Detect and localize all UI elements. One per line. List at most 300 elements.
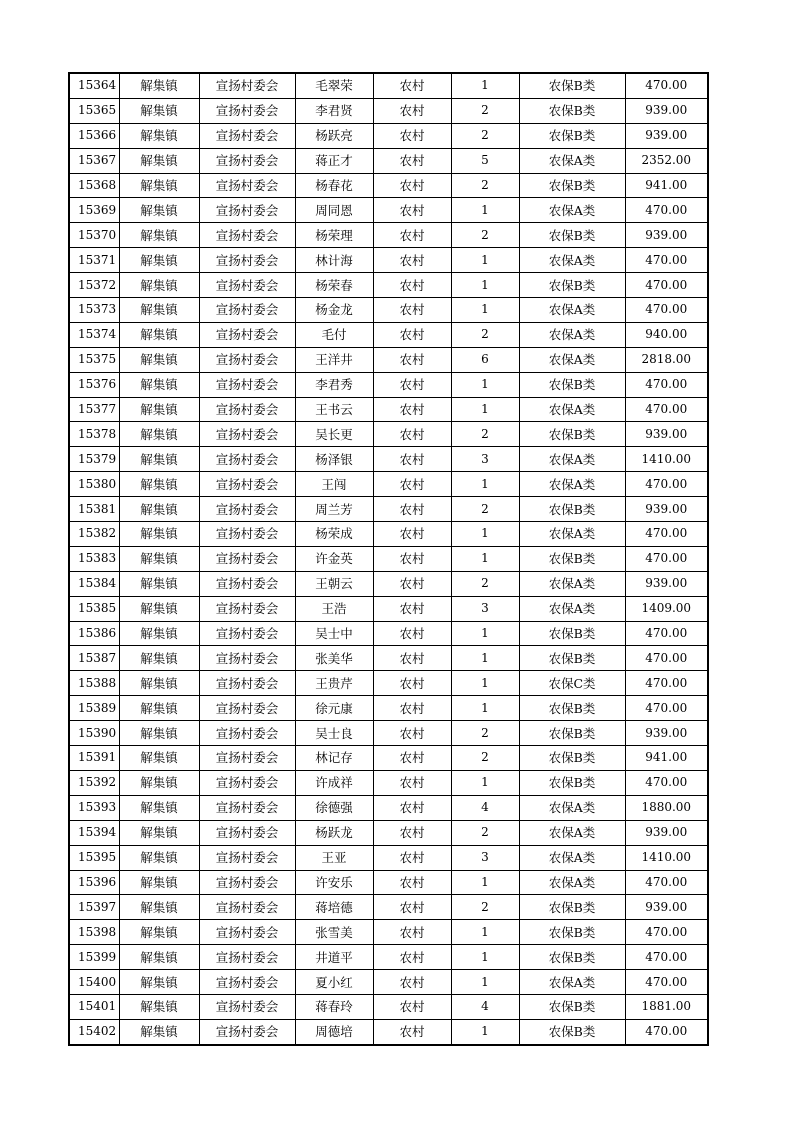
town-cell: 解集镇: [119, 945, 199, 970]
table-row: [69, 322, 708, 347]
town-cell: 解集镇: [119, 422, 199, 447]
town-cell: 解集镇: [119, 870, 199, 895]
village-committee-cell: 宣扬村委会: [199, 322, 295, 347]
town-cell: 解集镇: [119, 522, 199, 547]
name-cell: 毛翠荣: [295, 73, 373, 98]
village-committee-cell: 宣扬村委会: [199, 123, 295, 148]
household-type-cell: 农村: [373, 820, 451, 845]
town-cell: 解集镇: [119, 397, 199, 422]
insurance-category-cell: 农保B类: [519, 546, 625, 571]
insurance-category-cell: 农保B类: [519, 1019, 625, 1044]
name-cell: 李君秀: [295, 372, 373, 397]
person-count-cell: 2: [451, 422, 519, 447]
town-cell: 解集镇: [119, 198, 199, 223]
table-row: [69, 422, 708, 447]
record-id-cell: 15375: [69, 347, 119, 372]
village-committee-cell: 宣扬村委会: [199, 1019, 295, 1044]
person-count-cell: 3: [451, 447, 519, 472]
insurance-category-cell: 农保B类: [519, 422, 625, 447]
amount-cell: 470.00: [625, 298, 708, 323]
name-cell: 许金英: [295, 546, 373, 571]
record-id-cell: 15399: [69, 945, 119, 970]
amount-cell: 470.00: [625, 248, 708, 273]
amount-cell: 939.00: [625, 497, 708, 522]
name-cell: 杨荣春: [295, 273, 373, 298]
name-cell: 王朝云: [295, 571, 373, 596]
town-cell: 解集镇: [119, 372, 199, 397]
person-count-cell: 1: [451, 372, 519, 397]
amount-cell: 470.00: [625, 770, 708, 795]
village-committee-cell: 宣扬村委会: [199, 148, 295, 173]
household-type-cell: 农村: [373, 945, 451, 970]
household-type-cell: 农村: [373, 173, 451, 198]
insurance-category-cell: 农保B类: [519, 497, 625, 522]
household-type-cell: 农村: [373, 596, 451, 621]
record-id-cell: 15391: [69, 746, 119, 771]
insurance-category-cell: 农保B类: [519, 696, 625, 721]
household-type-cell: 农村: [373, 148, 451, 173]
insurance-category-cell: 农保A类: [519, 198, 625, 223]
insurance-category-cell: 农保A类: [519, 970, 625, 995]
name-cell: 周同恩: [295, 198, 373, 223]
name-cell: 王浩: [295, 596, 373, 621]
insurance-category-cell: 农保B类: [519, 920, 625, 945]
village-committee-cell: 宣扬村委会: [199, 970, 295, 995]
person-count-cell: 1: [451, 870, 519, 895]
person-count-cell: 1: [451, 522, 519, 547]
amount-cell: 1410.00: [625, 845, 708, 870]
name-cell: 李君贤: [295, 98, 373, 123]
village-committee-cell: 宣扬村委会: [199, 696, 295, 721]
insurance-category-cell: 农保A类: [519, 397, 625, 422]
record-id-cell: 15372: [69, 273, 119, 298]
table-row: [69, 248, 708, 273]
village-committee-cell: 宣扬村委会: [199, 721, 295, 746]
record-id-cell: 15392: [69, 770, 119, 795]
insurance-category-cell: 农保B类: [519, 721, 625, 746]
person-count-cell: 1: [451, 198, 519, 223]
table-row: [69, 173, 708, 198]
name-cell: 杨荣理: [295, 223, 373, 248]
household-type-cell: 农村: [373, 721, 451, 746]
record-id-cell: 15400: [69, 970, 119, 995]
table-row: [69, 397, 708, 422]
table-row: [69, 920, 708, 945]
person-count-cell: 2: [451, 123, 519, 148]
amount-cell: 470.00: [625, 198, 708, 223]
name-cell: 杨荣成: [295, 522, 373, 547]
name-cell: 徐德强: [295, 795, 373, 820]
record-id-cell: 15394: [69, 820, 119, 845]
amount-cell: 470.00: [625, 472, 708, 497]
insurance-category-cell: 农保C类: [519, 671, 625, 696]
household-type-cell: 农村: [373, 198, 451, 223]
person-count-cell: 4: [451, 795, 519, 820]
person-count-cell: 1: [451, 671, 519, 696]
household-type-cell: 农村: [373, 248, 451, 273]
record-id-cell: 15387: [69, 646, 119, 671]
amount-cell: 470.00: [625, 397, 708, 422]
village-committee-cell: 宣扬村委会: [199, 248, 295, 273]
person-count-cell: 1: [451, 298, 519, 323]
household-type-cell: 农村: [373, 646, 451, 671]
household-type-cell: 农村: [373, 994, 451, 1019]
town-cell: 解集镇: [119, 845, 199, 870]
village-committee-cell: 宣扬村委会: [199, 994, 295, 1019]
amount-cell: 470.00: [625, 970, 708, 995]
name-cell: 杨跃龙: [295, 820, 373, 845]
household-type-cell: 农村: [373, 397, 451, 422]
name-cell: 杨金龙: [295, 298, 373, 323]
table-row: [69, 870, 708, 895]
town-cell: 解集镇: [119, 148, 199, 173]
name-cell: 林记存: [295, 746, 373, 771]
table-row: [69, 347, 708, 372]
table-row: [69, 447, 708, 472]
insurance-category-cell: 农保B类: [519, 73, 625, 98]
table-row: [69, 571, 708, 596]
amount-cell: 470.00: [625, 646, 708, 671]
amount-cell: 939.00: [625, 98, 708, 123]
village-committee-cell: 宣扬村委会: [199, 746, 295, 771]
household-type-cell: 农村: [373, 123, 451, 148]
household-type-cell: 农村: [373, 422, 451, 447]
insurance-category-cell: 农保B类: [519, 123, 625, 148]
name-cell: 徐元康: [295, 696, 373, 721]
household-type-cell: 农村: [373, 73, 451, 98]
name-cell: 林计海: [295, 248, 373, 273]
table-row: [69, 198, 708, 223]
person-count-cell: 1: [451, 73, 519, 98]
amount-cell: 470.00: [625, 372, 708, 397]
person-count-cell: 2: [451, 895, 519, 920]
village-committee-cell: 宣扬村委会: [199, 497, 295, 522]
table-row: [69, 223, 708, 248]
person-count-cell: 2: [451, 820, 519, 845]
household-type-cell: 农村: [373, 696, 451, 721]
insurance-category-cell: 农保A类: [519, 322, 625, 347]
name-cell: 杨跃亮: [295, 123, 373, 148]
record-id-cell: 15365: [69, 98, 119, 123]
household-type-cell: 农村: [373, 322, 451, 347]
household-type-cell: 农村: [373, 447, 451, 472]
insurance-category-cell: 农保B类: [519, 994, 625, 1019]
table-row: [69, 721, 708, 746]
town-cell: 解集镇: [119, 447, 199, 472]
town-cell: 解集镇: [119, 994, 199, 1019]
insurance-category-cell: 农保A类: [519, 248, 625, 273]
village-committee-cell: 宣扬村委会: [199, 472, 295, 497]
town-cell: 解集镇: [119, 721, 199, 746]
household-type-cell: 农村: [373, 895, 451, 920]
person-count-cell: 2: [451, 721, 519, 746]
record-id-cell: 15380: [69, 472, 119, 497]
town-cell: 解集镇: [119, 970, 199, 995]
village-committee-cell: 宣扬村委会: [199, 671, 295, 696]
person-count-cell: 1: [451, 546, 519, 571]
village-committee-cell: 宣扬村委会: [199, 347, 295, 372]
amount-cell: 2818.00: [625, 347, 708, 372]
person-count-cell: 6: [451, 347, 519, 372]
name-cell: 周德培: [295, 1019, 373, 1044]
town-cell: 解集镇: [119, 322, 199, 347]
name-cell: 王亚: [295, 845, 373, 870]
amount-cell: 941.00: [625, 746, 708, 771]
town-cell: 解集镇: [119, 497, 199, 522]
insurance-category-cell: 农保B类: [519, 770, 625, 795]
person-count-cell: 2: [451, 223, 519, 248]
amount-cell: 470.00: [625, 671, 708, 696]
record-id-cell: 15393: [69, 795, 119, 820]
name-cell: 许安乐: [295, 870, 373, 895]
amount-cell: 1880.00: [625, 795, 708, 820]
village-committee-cell: 宣扬村委会: [199, 596, 295, 621]
village-committee-cell: 宣扬村委会: [199, 895, 295, 920]
household-type-cell: 农村: [373, 223, 451, 248]
village-committee-cell: 宣扬村委会: [199, 845, 295, 870]
household-type-cell: 农村: [373, 845, 451, 870]
insurance-category-cell: 农保A类: [519, 571, 625, 596]
record-id-cell: 15385: [69, 596, 119, 621]
name-cell: 毛付: [295, 322, 373, 347]
name-cell: 杨春花: [295, 173, 373, 198]
record-id-cell: 15374: [69, 322, 119, 347]
amount-cell: 1410.00: [625, 447, 708, 472]
table-row: [69, 671, 708, 696]
town-cell: 解集镇: [119, 298, 199, 323]
village-committee-cell: 宣扬村委会: [199, 522, 295, 547]
household-type-cell: 农村: [373, 347, 451, 372]
amount-cell: 939.00: [625, 422, 708, 447]
person-count-cell: 3: [451, 845, 519, 870]
town-cell: 解集镇: [119, 696, 199, 721]
village-committee-cell: 宣扬村委会: [199, 422, 295, 447]
amount-cell: 939.00: [625, 721, 708, 746]
town-cell: 解集镇: [119, 223, 199, 248]
village-committee-cell: 宣扬村委会: [199, 223, 295, 248]
household-type-cell: 农村: [373, 671, 451, 696]
record-id-cell: 15378: [69, 422, 119, 447]
record-id-cell: 15395: [69, 845, 119, 870]
name-cell: 王书云: [295, 397, 373, 422]
person-count-cell: 1: [451, 1019, 519, 1044]
record-id-cell: 15384: [69, 571, 119, 596]
name-cell: 张雪美: [295, 920, 373, 945]
village-committee-cell: 宣扬村委会: [199, 546, 295, 571]
name-cell: 许成祥: [295, 770, 373, 795]
record-id-cell: 15369: [69, 198, 119, 223]
record-id-cell: 15379: [69, 447, 119, 472]
table-row: [69, 770, 708, 795]
record-id-cell: 15371: [69, 248, 119, 273]
town-cell: 解集镇: [119, 123, 199, 148]
record-id-cell: 15367: [69, 148, 119, 173]
record-id-cell: 15370: [69, 223, 119, 248]
insurance-category-cell: 农保B类: [519, 621, 625, 646]
village-committee-cell: 宣扬村委会: [199, 770, 295, 795]
table-row: [69, 596, 708, 621]
table-row: [69, 522, 708, 547]
name-cell: 吴士良: [295, 721, 373, 746]
record-id-cell: 15376: [69, 372, 119, 397]
amount-cell: 939.00: [625, 223, 708, 248]
table-row: [69, 795, 708, 820]
person-count-cell: 1: [451, 920, 519, 945]
household-type-cell: 农村: [373, 1019, 451, 1044]
insurance-category-cell: 农保B类: [519, 173, 625, 198]
village-committee-cell: 宣扬村委会: [199, 372, 295, 397]
village-committee-cell: 宣扬村委会: [199, 820, 295, 845]
town-cell: 解集镇: [119, 546, 199, 571]
amount-cell: 940.00: [625, 322, 708, 347]
amount-cell: 1409.00: [625, 596, 708, 621]
name-cell: 吴长更: [295, 422, 373, 447]
name-cell: 蒋春玲: [295, 994, 373, 1019]
town-cell: 解集镇: [119, 795, 199, 820]
town-cell: 解集镇: [119, 920, 199, 945]
record-id-cell: 15386: [69, 621, 119, 646]
person-count-cell: 2: [451, 173, 519, 198]
table-row: [69, 820, 708, 845]
household-type-cell: 农村: [373, 571, 451, 596]
person-count-cell: 2: [451, 98, 519, 123]
amount-cell: 470.00: [625, 1019, 708, 1044]
name-cell: 杨泽银: [295, 447, 373, 472]
record-id-cell: 15397: [69, 895, 119, 920]
village-committee-cell: 宣扬村委会: [199, 571, 295, 596]
table-row: [69, 621, 708, 646]
table-row: [69, 845, 708, 870]
table-row: [69, 1019, 708, 1044]
insurance-category-cell: 农保B类: [519, 945, 625, 970]
data-table: [68, 72, 709, 1046]
amount-cell: 470.00: [625, 621, 708, 646]
insurance-category-cell: 农保A类: [519, 522, 625, 547]
village-committee-cell: 宣扬村委会: [199, 945, 295, 970]
record-id-cell: 15401: [69, 994, 119, 1019]
record-id-cell: 15398: [69, 920, 119, 945]
person-count-cell: 2: [451, 571, 519, 596]
household-type-cell: 农村: [373, 970, 451, 995]
town-cell: 解集镇: [119, 746, 199, 771]
table-row: [69, 646, 708, 671]
amount-cell: 470.00: [625, 870, 708, 895]
town-cell: 解集镇: [119, 596, 199, 621]
town-cell: 解集镇: [119, 347, 199, 372]
amount-cell: 939.00: [625, 123, 708, 148]
name-cell: 王贵芹: [295, 671, 373, 696]
village-committee-cell: 宣扬村委会: [199, 98, 295, 123]
amount-cell: 470.00: [625, 920, 708, 945]
household-type-cell: 农村: [373, 920, 451, 945]
insurance-category-cell: 农保B类: [519, 646, 625, 671]
household-type-cell: 农村: [373, 546, 451, 571]
household-type-cell: 农村: [373, 621, 451, 646]
table-row: [69, 273, 708, 298]
amount-cell: 941.00: [625, 173, 708, 198]
town-cell: 解集镇: [119, 571, 199, 596]
insurance-category-cell: 农保B类: [519, 223, 625, 248]
record-id-cell: 15366: [69, 123, 119, 148]
amount-cell: 470.00: [625, 546, 708, 571]
name-cell: 蒋培德: [295, 895, 373, 920]
village-committee-cell: 宣扬村委会: [199, 173, 295, 198]
town-cell: 解集镇: [119, 98, 199, 123]
insurance-category-cell: 农保B类: [519, 746, 625, 771]
table-row: [69, 148, 708, 173]
table-row: [69, 994, 708, 1019]
amount-cell: 470.00: [625, 273, 708, 298]
insurance-category-cell: 农保A类: [519, 447, 625, 472]
record-id-cell: 15381: [69, 497, 119, 522]
household-type-cell: 农村: [373, 472, 451, 497]
record-id-cell: 15390: [69, 721, 119, 746]
table-row: [69, 895, 708, 920]
name-cell: 王洋井: [295, 347, 373, 372]
insurance-category-cell: 农保A类: [519, 596, 625, 621]
record-id-cell: 15388: [69, 671, 119, 696]
village-committee-cell: 宣扬村委会: [199, 198, 295, 223]
name-cell: 井道平: [295, 945, 373, 970]
person-count-cell: 2: [451, 497, 519, 522]
town-cell: 解集镇: [119, 73, 199, 98]
amount-cell: 470.00: [625, 73, 708, 98]
household-type-cell: 农村: [373, 522, 451, 547]
table-row: [69, 123, 708, 148]
amount-cell: 470.00: [625, 696, 708, 721]
village-committee-cell: 宣扬村委会: [199, 73, 295, 98]
household-type-cell: 农村: [373, 273, 451, 298]
household-type-cell: 农村: [373, 770, 451, 795]
village-committee-cell: 宣扬村委会: [199, 920, 295, 945]
table-row: [69, 472, 708, 497]
record-id-cell: 15389: [69, 696, 119, 721]
record-id-cell: 15377: [69, 397, 119, 422]
table-row: [69, 298, 708, 323]
person-count-cell: 1: [451, 397, 519, 422]
village-committee-cell: 宣扬村委会: [199, 646, 295, 671]
person-count-cell: 2: [451, 746, 519, 771]
insurance-category-cell: 农保B类: [519, 895, 625, 920]
amount-cell: 1881.00: [625, 994, 708, 1019]
record-id-cell: 15382: [69, 522, 119, 547]
amount-cell: 939.00: [625, 895, 708, 920]
insurance-category-cell: 农保A类: [519, 298, 625, 323]
record-id-cell: 15402: [69, 1019, 119, 1044]
person-count-cell: 5: [451, 148, 519, 173]
amount-cell: 470.00: [625, 522, 708, 547]
town-cell: 解集镇: [119, 1019, 199, 1044]
person-count-cell: 3: [451, 596, 519, 621]
insurance-category-cell: 农保B类: [519, 98, 625, 123]
table-row: [69, 372, 708, 397]
record-id-cell: 15383: [69, 546, 119, 571]
amount-cell: 939.00: [625, 820, 708, 845]
household-type-cell: 农村: [373, 795, 451, 820]
town-cell: 解集镇: [119, 173, 199, 198]
person-count-cell: 1: [451, 970, 519, 995]
insurance-category-cell: 农保B类: [519, 372, 625, 397]
name-cell: 夏小红: [295, 970, 373, 995]
record-id-cell: 15364: [69, 73, 119, 98]
village-committee-cell: 宣扬村委会: [199, 447, 295, 472]
table-row: [69, 945, 708, 970]
insurance-category-cell: 农保A类: [519, 472, 625, 497]
town-cell: 解集镇: [119, 646, 199, 671]
amount-cell: 2352.00: [625, 148, 708, 173]
insurance-category-cell: 农保A类: [519, 347, 625, 372]
table-body: [69, 73, 708, 1045]
